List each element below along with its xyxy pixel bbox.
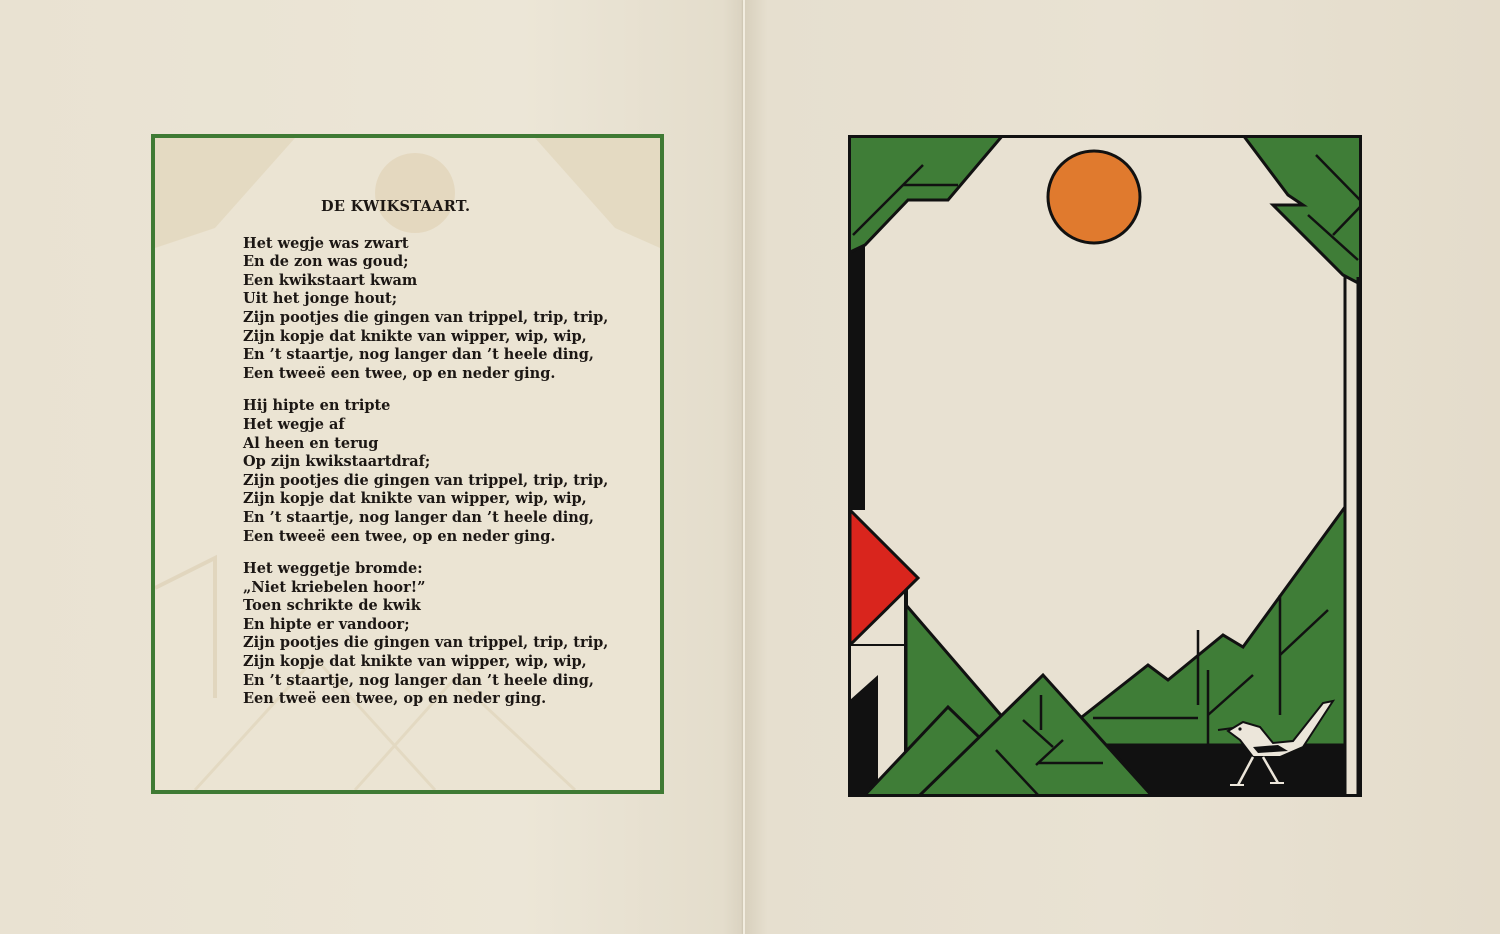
poem-line: Het weggetje bromde: — [243, 560, 423, 578]
poem-line: Een tweeë een twee, op en neder ging. — [243, 527, 556, 545]
poem-line: En ’t staartje, nog langer dan ’t heele ding, — [243, 346, 594, 364]
poem-line: Zijn pootjes die gingen van trippel, trip, trip, — [243, 471, 609, 489]
poem-line: „Niet kriebelen hoor!” — [243, 578, 426, 596]
poem-line: Al heen en terug — [243, 434, 379, 452]
poem-line: Hij hipte en tripte — [243, 397, 391, 415]
poem-line: Toen schrikte de kwik — [243, 597, 421, 615]
wagtail-illustration — [848, 135, 1362, 797]
poem-line: En hipte er vandoor; — [243, 615, 410, 633]
poem-line: Het wegje af — [243, 415, 345, 433]
poem-line: Een tweë een twee, op en neder ging. — [243, 690, 547, 708]
poem-line: Uit het jonge hout; — [243, 290, 398, 308]
stanza-2 — [243, 397, 643, 546]
poem-line: Een kwikstaart kwam — [243, 271, 418, 289]
poem-line: Zijn kopje dat knikte van wipper, wip, wip, — [243, 327, 587, 345]
poem-line: Zijn pootjes die gingen van trippel, trip, trip, — [243, 308, 609, 326]
stanza-3 — [243, 560, 643, 709]
poem-line: Zijn kopje dat knikte van wipper, wip, wip, — [243, 490, 587, 508]
poem — [243, 198, 643, 723]
sun — [1048, 151, 1140, 243]
left-page — [0, 0, 745, 934]
poem-line: Op zijn kwikstaartdraf; — [243, 453, 431, 471]
poem-line: Het wegje was zwart — [243, 234, 409, 252]
poem-line: Zijn kopje dat knikte van wipper, wip, wip, — [243, 653, 587, 671]
poem-line: Een tweeë een twee, op en neder ging. — [243, 364, 556, 382]
poem-frame — [151, 134, 664, 794]
poem-line: En ’t staartje, nog langer dan ’t heele ding, — [243, 671, 594, 689]
poem-line: En ’t staartje, nog langer dan ’t heele ding, — [243, 508, 594, 526]
poem-line: Zijn pootjes die gingen van trippel, trip, trip, — [243, 634, 609, 652]
poem-title: DE KWIKSTAART. — [321, 198, 471, 215]
illustration-svg — [848, 135, 1362, 797]
poem-line: En de zon was goud; — [243, 253, 409, 271]
stanza-1 — [243, 235, 643, 384]
